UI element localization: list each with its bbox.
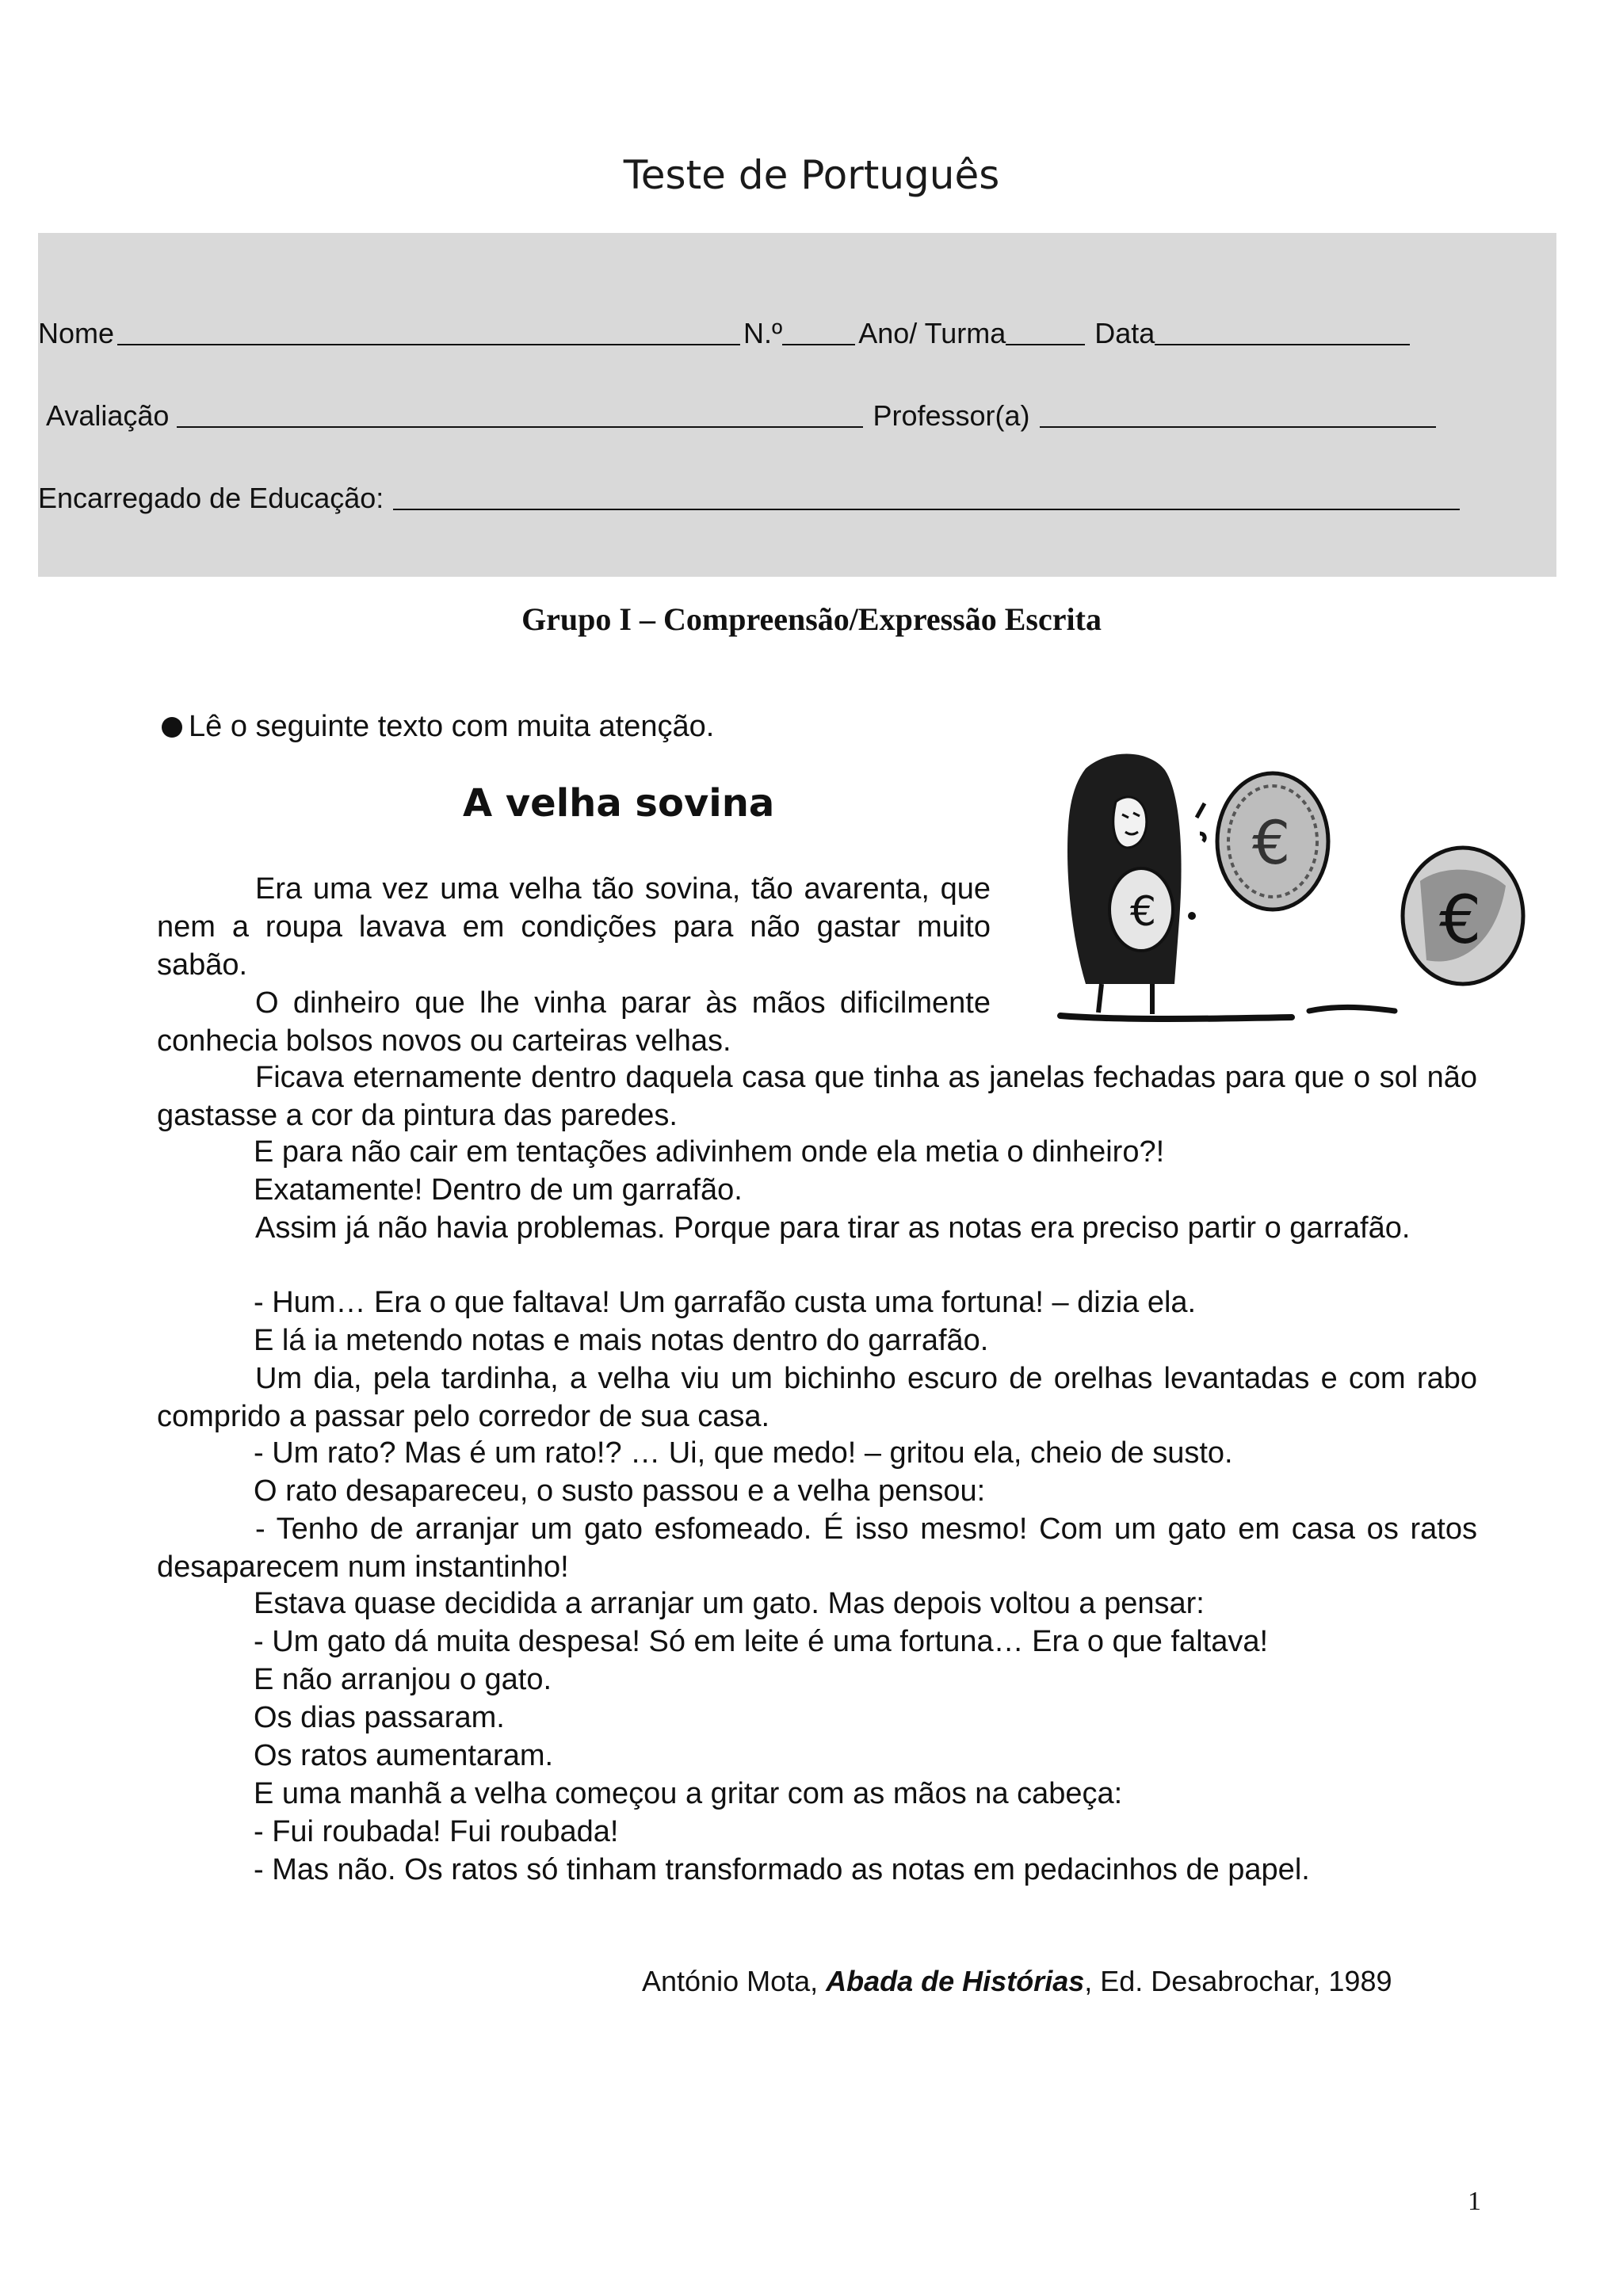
citation-book: Abada de Histórias [826, 1965, 1085, 1997]
date-label: Data [1094, 317, 1155, 349]
svg-text:€: € [1252, 807, 1291, 878]
bullet-icon [162, 717, 182, 738]
svg-text:€: € [1130, 888, 1157, 936]
svg-text:€: € [1439, 881, 1482, 959]
story-paragraph: Era uma vez uma velha tão sovina, tão avarenta, que nem a roupa lavava em condições para não gastar muito sabão. [157, 872, 991, 982]
story-paragraph: O rato desapareceu, o susto passou e a velha pensou: [254, 1474, 986, 1508]
story-paragraph: Um dia, pela tardinha, a velha viu um bichinho escuro de orelhas levantadas e com rabo comprido a passar pelo corredor de sua casa. [157, 1362, 1477, 1433]
guardian-field[interactable] [393, 508, 1460, 510]
story-paragraph: - Fui roubada! Fui roubada! [254, 1815, 619, 1848]
number-label: N.º [743, 317, 783, 349]
story-paragraph: E para não cair em tentações adivinhem onde ela metia o dinheiro?! [254, 1135, 1165, 1169]
evaluation-label: Avaliação [46, 399, 170, 432]
story-paragraph: - Hum… Era o que faltava! Um garrafão custa uma fortuna! – dizia ela. [254, 1286, 1197, 1319]
story-paragraph: E não arranjou o gato. [254, 1663, 552, 1696]
story-paragraph: Os dias passaram. [254, 1701, 505, 1734]
citation [642, 1965, 1392, 1998]
story-paragraph: Ficava eternamente dentro daquela casa que tinha as janelas fechadas para que o sol não gastasse a cor da pintura das paredes. [157, 1061, 1477, 1132]
story-paragraph: O dinheiro que lhe vinha parar às mãos dificilmente conhecia bolsos novos ou carteiras velhas. [157, 986, 991, 1058]
story-paragraph: E uma manhã a velha começou a gritar com as mãos na cabeça: [254, 1777, 1123, 1810]
story-paragraph: Estava quase decidida a arranjar um gato. Mas depois voltou a pensar: [254, 1587, 1205, 1620]
form-row-1 [38, 317, 1413, 350]
story-paragraph: - Mas não. Os ratos só tinham transformado as notas em pedacinhos de papel. [254, 1853, 1310, 1886]
story-paragraph: Exatamente! Dentro de um garrafão. [254, 1173, 743, 1207]
number-field[interactable] [782, 343, 855, 345]
guardian-label: Encarregado de Educação: [38, 482, 384, 514]
year-class-field[interactable] [1006, 343, 1085, 345]
instruction-text: Lê o seguinte texto com muita atenção. [189, 710, 715, 743]
citation-details: , Ed. Desabrochar, 1989 [1084, 1965, 1392, 1997]
form-row-2 [46, 399, 1439, 433]
story-paragraph: E lá ia metendo notas e mais notas dentro do garrafão. [254, 1324, 989, 1357]
group-heading: Grupo I – Compreensão/Expressão Escrita [521, 601, 1102, 637]
teacher-label: Professor(a) [873, 399, 1030, 432]
name-label: Nome [38, 317, 115, 349]
page-number: 1 [1468, 2187, 1481, 2216]
student-info-box [38, 233, 1556, 577]
citation-author: António Mota, [642, 1965, 827, 1997]
story-paragraph: Assim já não havia problemas. Porque para tirar as notas era preciso partir o garrafão. [255, 1211, 1411, 1245]
story-paragraph: Os ratos aumentaram. [254, 1739, 554, 1772]
story-paragraph: - Tenho de arranjar um gato esfomeado. É isso mesmo! Com um gato em casa os ratos desaparecem num instantinho! [157, 1512, 1477, 1584]
teacher-field[interactable] [1040, 425, 1436, 428]
date-field[interactable] [1155, 343, 1410, 345]
year-class-label: Ano/ Turma [858, 317, 1006, 349]
story-paragraph: - Um rato? Mas é um rato!? … Ui, que medo! – gritou ela, cheio de susto. [254, 1436, 1233, 1470]
name-field[interactable] [117, 343, 740, 345]
old-woman-coins-illustration [1054, 746, 1534, 1033]
story-paragraph: - Um gato dá muita despesa! Só em leite é uma fortuna… Era o que faltava! [254, 1625, 1269, 1658]
story-title: A velha sovina [463, 781, 775, 826]
evaluation-field[interactable] [177, 425, 863, 428]
instruction [162, 710, 714, 744]
page-title: Teste de Português [623, 152, 1000, 198]
form-row-3 [38, 482, 1463, 515]
